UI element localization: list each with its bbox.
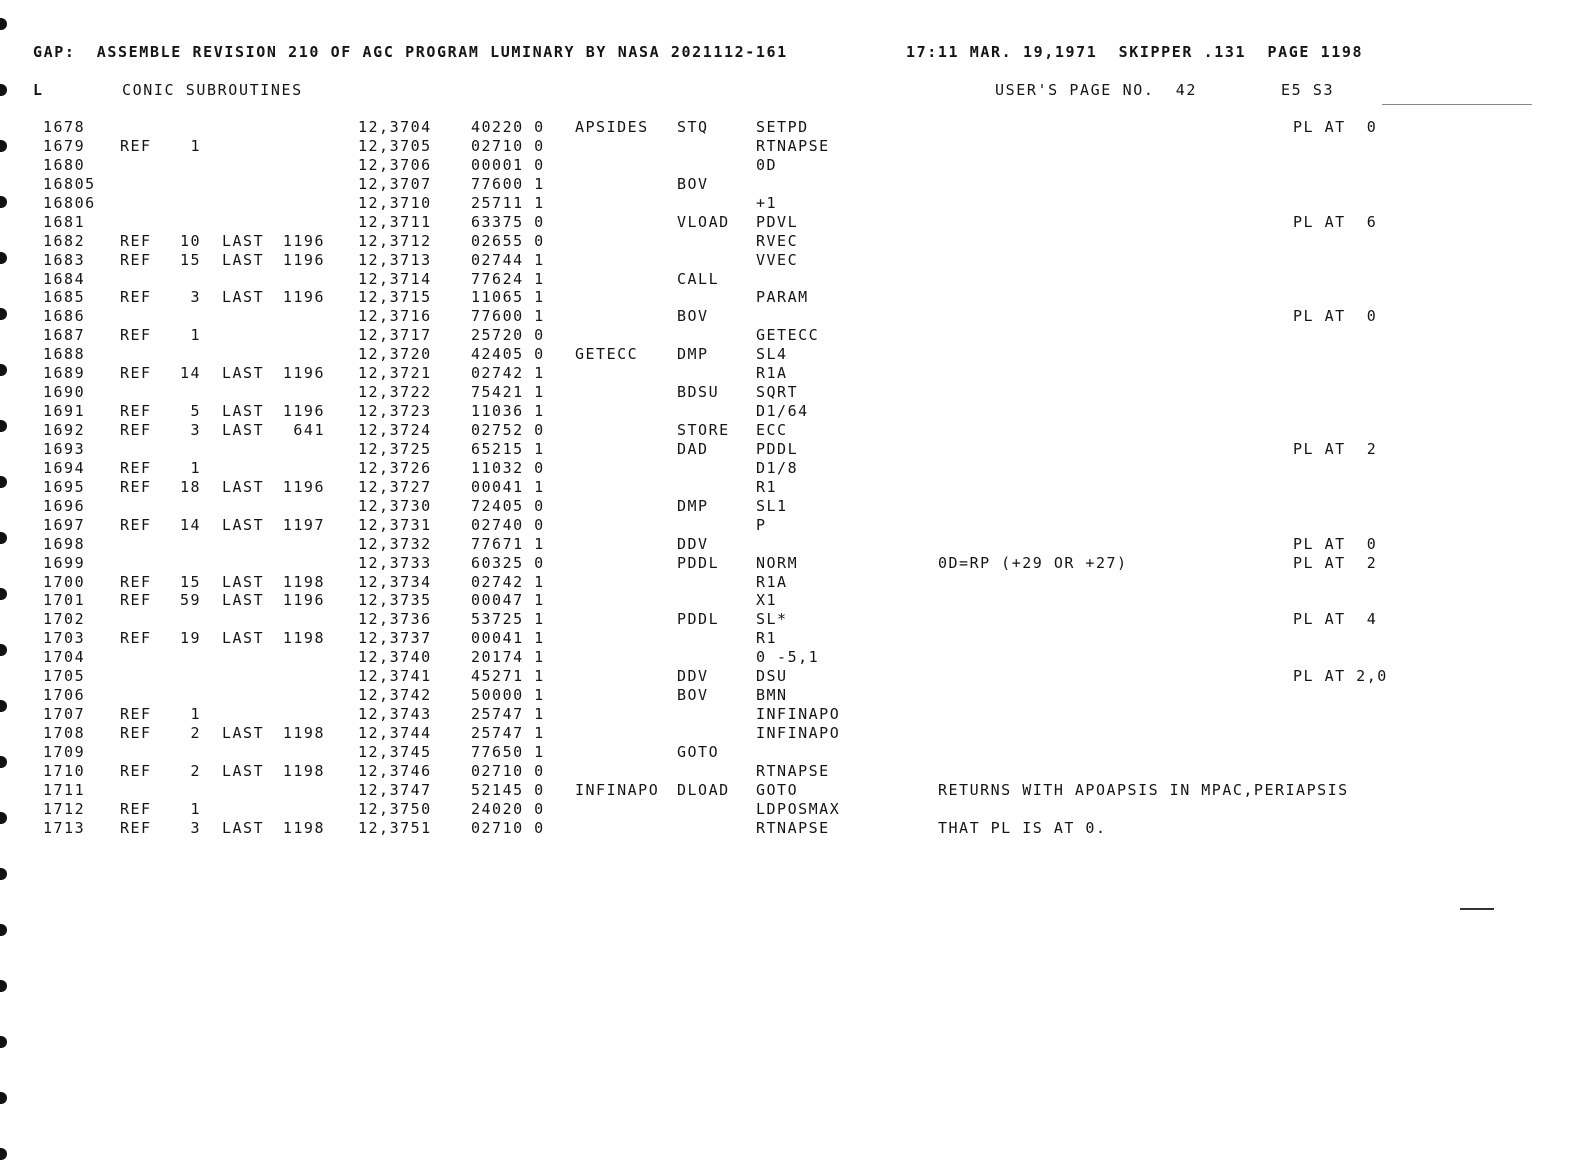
operand: SL4 <box>756 345 788 364</box>
octal-word: 02655 0 <box>471 231 545 250</box>
operand: DSU <box>756 667 788 686</box>
listing-row <box>0 705 1582 724</box>
octal-word: 24020 0 <box>471 799 545 818</box>
line-number: 1681 <box>43 212 86 231</box>
ref-count: 3 <box>190 818 201 837</box>
margin-mark <box>0 84 7 96</box>
octal-word: 77650 1 <box>471 742 545 761</box>
ref-count: 1 <box>190 136 201 155</box>
operand: SETPD <box>756 118 809 136</box>
ref-count: 15 <box>179 250 201 269</box>
line-number: 1694 <box>43 458 86 477</box>
octal-word: 02752 0 <box>471 421 545 439</box>
octal-word: 25720 0 <box>471 326 545 345</box>
opcode: BOV <box>677 686 709 705</box>
operand: X1 <box>756 591 778 610</box>
last-page: 1198 <box>282 629 325 648</box>
line-number: 1713 <box>43 818 86 837</box>
last-page: 1198 <box>282 572 325 591</box>
push-list-note: PL AT 6 <box>1293 212 1378 231</box>
listing-row <box>0 762 1582 781</box>
operand: SQRT <box>756 383 799 402</box>
ref-tag: REF <box>120 250 152 269</box>
listing-row <box>0 535 1582 554</box>
ref-tag: REF <box>120 326 152 345</box>
listing-row <box>0 326 1582 345</box>
listing-row <box>0 478 1582 497</box>
octal-word: 25711 1 <box>471 193 545 212</box>
margin-mark <box>0 924 7 936</box>
operand: PARAM <box>756 288 809 307</box>
margin-mark <box>0 980 7 992</box>
memory-address: 12,3732 <box>358 534 432 553</box>
push-list-note: PL AT 2 <box>1293 439 1378 458</box>
operand: GETECC <box>756 326 820 345</box>
operand: RTNAPSE <box>756 761 830 780</box>
ref-tag: REF <box>120 761 152 780</box>
last-page: 641 <box>293 421 325 439</box>
memory-address: 12,3721 <box>358 364 432 383</box>
operand: D1/8 <box>756 458 799 477</box>
ref-count: 3 <box>190 421 201 439</box>
line-number: 1709 <box>43 742 86 761</box>
memory-address: 12,3724 <box>358 421 432 439</box>
line-number: 1686 <box>43 307 86 326</box>
opcode: DMP <box>677 496 709 515</box>
ref-count: 10 <box>179 231 201 250</box>
operand: RTNAPSE <box>756 136 830 155</box>
margin-mark <box>0 1092 7 1104</box>
listing-row <box>0 345 1582 364</box>
listing-row <box>0 610 1582 629</box>
line-number: 1703 <box>43 629 86 648</box>
memory-address: 12,3714 <box>358 269 432 288</box>
operand: RTNAPSE <box>756 818 830 837</box>
line-number: 1682 <box>43 231 86 250</box>
listing-row <box>0 175 1582 194</box>
listing-row <box>0 648 1582 667</box>
listing-row <box>0 686 1582 705</box>
memory-address: 12,3727 <box>358 477 432 496</box>
line-number: 1691 <box>43 402 86 421</box>
users-page-number: USER'S PAGE NO. 42 <box>995 81 1197 99</box>
comment: RETURNS WITH APOAPSIS IN MPAC,PERIAPSIS <box>938 780 1349 799</box>
section-marker: L <box>33 81 44 99</box>
line-number: 1680 <box>43 155 86 174</box>
operand: BMN <box>756 686 788 705</box>
octal-word: 25747 1 <box>471 705 545 724</box>
ref-count: 1 <box>190 799 201 818</box>
ref-tag: REF <box>120 231 152 250</box>
opcode: DAD <box>677 439 709 458</box>
listing-row <box>0 288 1582 307</box>
push-list-note: PL AT 2,0 <box>1293 667 1388 686</box>
memory-address: 12,3745 <box>358 742 432 761</box>
ref-tag: REF <box>120 421 152 439</box>
octal-word: 77600 1 <box>471 174 545 193</box>
memory-address: 12,3747 <box>358 780 432 799</box>
ref-tag: REF <box>120 477 152 496</box>
memory-address: 12,3720 <box>358 345 432 364</box>
listing-row <box>0 800 1582 819</box>
octal-word: 52145 0 <box>471 780 545 799</box>
memory-address: 12,3743 <box>358 705 432 724</box>
ref-tag: REF <box>120 136 152 155</box>
symbol-label: GETECC <box>575 345 639 364</box>
memory-address: 12,3750 <box>358 799 432 818</box>
line-number: 1700 <box>43 572 86 591</box>
memory-address: 12,3730 <box>358 496 432 515</box>
ref-tag: REF <box>120 629 152 648</box>
octal-word: 02742 1 <box>471 364 545 383</box>
listing-row <box>0 194 1582 213</box>
line-number: 1698 <box>43 534 86 553</box>
opcode: GOTO <box>677 742 720 761</box>
last-page: 1196 <box>282 591 325 610</box>
margin-mark <box>0 1036 7 1048</box>
octal-word: 02710 0 <box>471 761 545 780</box>
push-list-note: PL AT 0 <box>1293 307 1378 326</box>
last-page: 1196 <box>282 402 325 421</box>
line-number: 16805 <box>43 174 96 193</box>
operand: SL* <box>756 610 788 629</box>
line-number: 1689 <box>43 364 86 383</box>
listing-row <box>0 516 1582 535</box>
comment: 0D=RP (+29 OR +27) <box>938 553 1128 572</box>
opcode: BOV <box>677 174 709 193</box>
memory-address: 12,3711 <box>358 212 432 231</box>
ref-count: 18 <box>179 477 201 496</box>
listing-row <box>0 497 1582 516</box>
push-list-note: PL AT 2 <box>1293 553 1378 572</box>
opcode: BDSU <box>677 383 720 402</box>
line-number: 1705 <box>43 667 86 686</box>
ref-tag: REF <box>120 515 152 534</box>
octal-word: 00047 1 <box>471 591 545 610</box>
ref-count: 2 <box>190 724 201 742</box>
opcode: STORE <box>677 421 730 439</box>
ref-count: 14 <box>179 515 201 534</box>
memory-address: 12,3715 <box>358 288 432 307</box>
octal-word: 00041 1 <box>471 477 545 496</box>
last-page: 1198 <box>282 818 325 837</box>
listing-row <box>0 819 1582 838</box>
ref-count: 5 <box>190 402 201 421</box>
ref-count: 1 <box>190 458 201 477</box>
symbol-label: INFINAPO <box>575 780 660 799</box>
operand: INFINAPO <box>756 705 841 724</box>
last-tag: LAST <box>222 421 265 439</box>
opcode: DLOAD <box>677 780 730 799</box>
opcode: VLOAD <box>677 212 730 231</box>
octal-word: 02740 0 <box>471 515 545 534</box>
ref-tag: REF <box>120 799 152 818</box>
listing-row <box>0 667 1582 686</box>
operand: PDDL <box>756 439 799 458</box>
memory-address: 12,3741 <box>358 667 432 686</box>
listing-row <box>0 402 1582 421</box>
last-page: 1196 <box>282 288 325 307</box>
line-number: 1697 <box>43 515 86 534</box>
last-page: 1196 <box>282 477 325 496</box>
memory-address: 12,3713 <box>358 250 432 269</box>
operand: VVEC <box>756 250 799 269</box>
margin-mark <box>0 868 7 880</box>
listing-row <box>0 591 1582 610</box>
section-code: E5 S3 <box>1281 81 1335 99</box>
line-number: 1696 <box>43 496 86 515</box>
line-number: 1706 <box>43 686 86 705</box>
assembly-listing <box>0 118 1582 838</box>
line-number: 1711 <box>43 780 86 799</box>
operand: R1 <box>756 629 778 648</box>
opcode: BOV <box>677 307 709 326</box>
line-number: 1678 <box>43 118 86 136</box>
line-number: 16806 <box>43 193 96 212</box>
operand: 0D <box>756 155 778 174</box>
operand: ECC <box>756 421 788 439</box>
listing-row <box>0 364 1582 383</box>
octal-word: 72405 0 <box>471 496 545 515</box>
ref-tag: REF <box>120 705 152 724</box>
last-page: 1197 <box>282 515 325 534</box>
ref-tag: REF <box>120 364 152 383</box>
octal-word: 02742 1 <box>471 572 545 591</box>
octal-word: 11032 0 <box>471 458 545 477</box>
octal-word: 45271 1 <box>471 667 545 686</box>
listing-row <box>0 781 1582 800</box>
comment: THAT PL IS AT 0. <box>938 818 1107 837</box>
operand: D1/64 <box>756 402 809 421</box>
last-page: 1196 <box>282 364 325 383</box>
memory-address: 12,3725 <box>358 439 432 458</box>
listing-row <box>0 440 1582 459</box>
operand: RVEC <box>756 231 799 250</box>
push-list-note: PL AT 4 <box>1293 610 1378 629</box>
memory-address: 12,3751 <box>358 818 432 837</box>
listing-row <box>0 554 1582 573</box>
last-page: 1196 <box>282 231 325 250</box>
memory-address: 12,3723 <box>358 402 432 421</box>
page-header-datestamp: 17:11 MAR. 19,1971 SKIPPER .131 PAGE 1198 <box>906 43 1364 61</box>
last-tag: LAST <box>222 250 265 269</box>
memory-address: 12,3737 <box>358 629 432 648</box>
opcode: DDV <box>677 534 709 553</box>
operand: GOTO <box>756 780 799 799</box>
line-number: 1684 <box>43 269 86 288</box>
opcode: CALL <box>677 269 720 288</box>
line-number: 1688 <box>43 345 86 364</box>
opcode: STQ <box>677 118 709 136</box>
memory-address: 12,3712 <box>358 231 432 250</box>
operand: NORM <box>756 553 799 572</box>
memory-address: 12,3707 <box>358 174 432 193</box>
memory-address: 12,3710 <box>358 193 432 212</box>
listing-row <box>0 232 1582 251</box>
line-number: 1683 <box>43 250 86 269</box>
last-tag: LAST <box>222 818 265 837</box>
operand: 0 -5,1 <box>756 648 820 667</box>
push-list-note: PL AT 0 <box>1293 534 1378 553</box>
ref-tag: REF <box>120 591 152 610</box>
memory-address: 12,3735 <box>358 591 432 610</box>
octal-word: 40220 0 <box>471 118 545 136</box>
symbol-label: APSIDES <box>575 118 649 136</box>
listing-row <box>0 156 1582 175</box>
memory-address: 12,3717 <box>358 326 432 345</box>
octal-word: 42405 0 <box>471 345 545 364</box>
octal-word: 50000 1 <box>471 686 545 705</box>
push-list-note: PL AT 0 <box>1293 118 1378 136</box>
last-tag: LAST <box>222 591 265 610</box>
listing-row <box>0 629 1582 648</box>
listing-row <box>0 383 1582 402</box>
line-number: 1690 <box>43 383 86 402</box>
memory-address: 12,3734 <box>358 572 432 591</box>
memory-address: 12,3746 <box>358 761 432 780</box>
listing-row <box>0 421 1582 440</box>
ref-count: 14 <box>179 364 201 383</box>
memory-address: 12,3731 <box>358 515 432 534</box>
listing-row <box>0 459 1582 478</box>
line-number: 1702 <box>43 610 86 629</box>
line-number: 1679 <box>43 136 86 155</box>
operand: P <box>756 515 767 534</box>
ref-count: 1 <box>190 326 201 345</box>
last-tag: LAST <box>222 402 265 421</box>
opcode: PDDL <box>677 553 720 572</box>
ref-count: 3 <box>190 288 201 307</box>
operand: R1A <box>756 572 788 591</box>
line-number: 1687 <box>43 326 86 345</box>
listing-row <box>0 118 1582 137</box>
section-title: CONIC SUBROUTINES <box>122 81 303 99</box>
page-header-title: GAP: ASSEMBLE REVISION 210 OF AGC PROGRAM LUMINARY BY NASA 2021112-161 <box>33 43 788 61</box>
scan-speck <box>1382 104 1532 105</box>
opcode: PDDL <box>677 610 720 629</box>
memory-address: 12,3742 <box>358 686 432 705</box>
memory-address: 12,3733 <box>358 553 432 572</box>
ref-count: 15 <box>179 572 201 591</box>
octal-word: 60325 0 <box>471 553 545 572</box>
ref-tag: REF <box>120 288 152 307</box>
memory-address: 12,3705 <box>358 136 432 155</box>
line-number: 1701 <box>43 591 86 610</box>
ref-count: 1 <box>190 705 201 724</box>
line-number: 1693 <box>43 439 86 458</box>
listing-row <box>0 270 1582 289</box>
listing-row <box>0 307 1582 326</box>
listing-row <box>0 743 1582 762</box>
operand: R1 <box>756 477 778 496</box>
octal-word: 25747 1 <box>471 724 545 742</box>
ref-tag: REF <box>120 402 152 421</box>
octal-word: 02710 0 <box>471 818 545 837</box>
margin-mark <box>0 18 7 30</box>
memory-address: 12,3744 <box>358 724 432 742</box>
operand: SL1 <box>756 496 788 515</box>
last-tag: LAST <box>222 724 265 742</box>
octal-word: 63375 0 <box>471 212 545 231</box>
line-number: 1685 <box>43 288 86 307</box>
memory-address: 12,3740 <box>358 648 432 667</box>
octal-word: 77671 1 <box>471 534 545 553</box>
last-tag: LAST <box>222 364 265 383</box>
opcode: DMP <box>677 345 709 364</box>
octal-word: 00001 0 <box>471 155 545 174</box>
ref-tag: REF <box>120 818 152 837</box>
memory-address: 12,3704 <box>358 118 432 136</box>
last-tag: LAST <box>222 477 265 496</box>
ref-tag: REF <box>120 458 152 477</box>
listing-row <box>0 724 1582 743</box>
line-number: 1692 <box>43 421 86 439</box>
last-tag: LAST <box>222 629 265 648</box>
last-page: 1196 <box>282 250 325 269</box>
memory-address: 12,3716 <box>358 307 432 326</box>
ref-tag: REF <box>120 572 152 591</box>
memory-address: 12,3722 <box>358 383 432 402</box>
ref-count: 2 <box>190 761 201 780</box>
listing-row <box>0 137 1582 156</box>
listing-row <box>0 251 1582 270</box>
memory-address: 12,3736 <box>358 610 432 629</box>
ref-tag: REF <box>120 724 152 742</box>
line-number: 1707 <box>43 705 86 724</box>
octal-word: 11036 1 <box>471 402 545 421</box>
octal-word: 65215 1 <box>471 439 545 458</box>
octal-word: 02710 0 <box>471 136 545 155</box>
last-page: 1198 <box>282 724 325 742</box>
last-tag: LAST <box>222 515 265 534</box>
margin-mark <box>0 1148 7 1160</box>
opcode: DDV <box>677 667 709 686</box>
last-tag: LAST <box>222 231 265 250</box>
memory-address: 12,3726 <box>358 458 432 477</box>
octal-word: 75421 1 <box>471 383 545 402</box>
ref-count: 59 <box>179 591 201 610</box>
line-number: 1704 <box>43 648 86 667</box>
operand: PDVL <box>756 212 799 231</box>
last-tag: LAST <box>222 761 265 780</box>
octal-word: 77624 1 <box>471 269 545 288</box>
line-number: 1695 <box>43 477 86 496</box>
line-number: 1708 <box>43 724 86 742</box>
octal-word: 20174 1 <box>471 648 545 667</box>
line-number: 1712 <box>43 799 86 818</box>
scan-speck <box>1460 908 1494 910</box>
line-number: 1710 <box>43 761 86 780</box>
ref-count: 19 <box>179 629 201 648</box>
last-tag: LAST <box>222 288 265 307</box>
octal-word: 02744 1 <box>471 250 545 269</box>
operand: INFINAPO <box>756 724 841 742</box>
memory-address: 12,3706 <box>358 155 432 174</box>
octal-word: 11065 1 <box>471 288 545 307</box>
operand: LDPOSMAX <box>756 799 841 818</box>
octal-word: 53725 1 <box>471 610 545 629</box>
listing-row <box>0 573 1582 592</box>
octal-word: 00041 1 <box>471 629 545 648</box>
last-page: 1198 <box>282 761 325 780</box>
line-number: 1699 <box>43 553 86 572</box>
operand: R1A <box>756 364 788 383</box>
operand: +1 <box>756 193 778 212</box>
octal-word: 77600 1 <box>471 307 545 326</box>
listing-row <box>0 213 1582 232</box>
last-tag: LAST <box>222 572 265 591</box>
